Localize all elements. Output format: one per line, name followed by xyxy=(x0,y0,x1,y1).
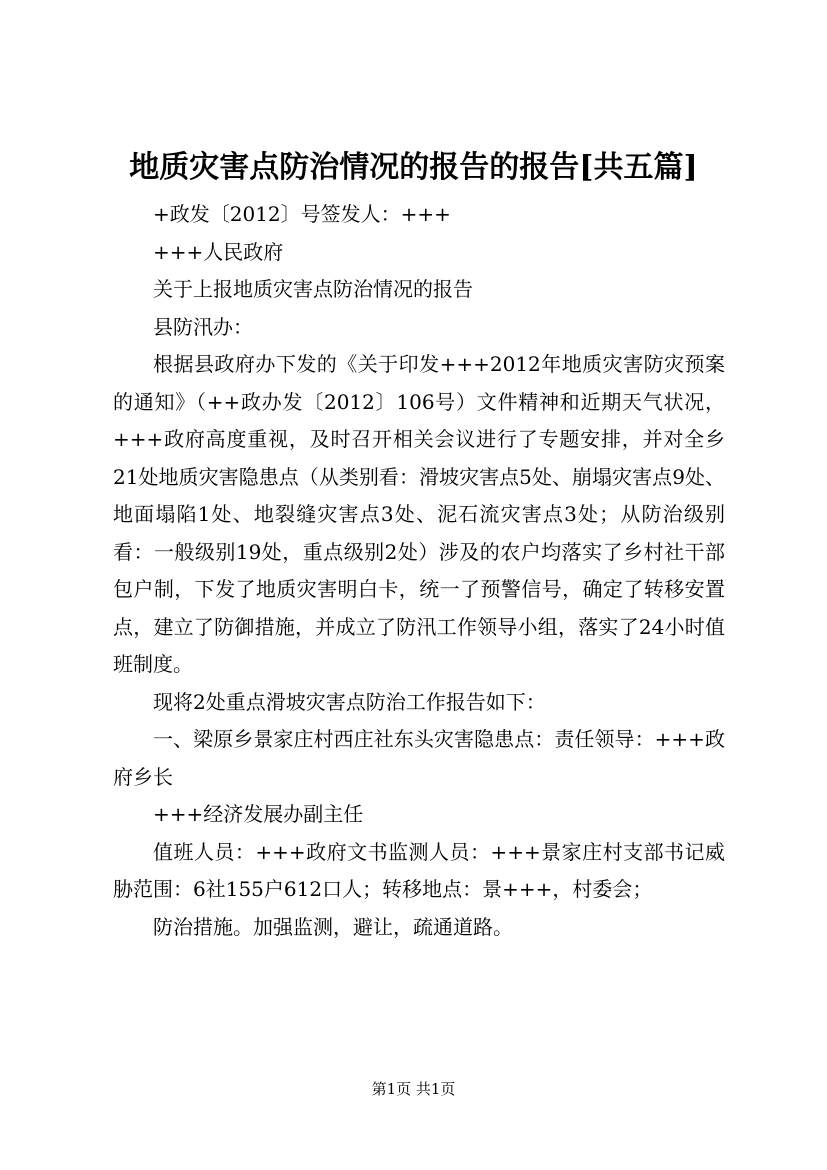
paragraph-addressee: 县防汛办： xyxy=(153,314,253,339)
paragraph-site-one: 一、梁原乡景家庄村西庄社东头灾害隐患点：责任领导：+++政府乡长 xyxy=(113,727,725,789)
document-title: 地质灾害点防治情况的报告的报告[共五篇] xyxy=(129,150,698,185)
paragraph-doc-number: +政发〔2012〕号签发人：+++ xyxy=(153,202,451,226)
paragraph-main-body: 根据县政府办下发的《关于印发+++2012年地质灾害防灾预案的通知》（++政办发〔2012〕106号）文件精神和近期天气状况，+++政府高度重视，及时召开相关会议进行了专题安排，并对全乡21处地质灾害隐患点（从类别看：滑坡灾害点5处、崩塌灾害点9处、地面塌陷1处、地裂缝灾害点3处、泥石流灾害点3处；从防治级别看：一般级别19处，重点级别2处）涉及的农户均落实了乡村社干部包户制，下发了地质灾害明白卡，统一了预警信号，确定了转移安置点，建立了防御措施，并成立了防汛工作领导小组，落实了24小时值班制度。 xyxy=(113,352,725,676)
paragraph-measures: 防治措施。加强监测，避让，疏通道路。 xyxy=(153,914,513,939)
document-body xyxy=(113,196,725,946)
paragraph-report-title: 关于上报地质灾害点防治情况的报告 xyxy=(153,277,473,301)
paragraph-issuer: +++人民政府 xyxy=(153,239,284,264)
paragraph-duty-staff: 值班人员：+++政府文书监测人员：+++景家庄村支部书记威胁范围：6社155户612口人；转移地点：景+++，村委会； xyxy=(113,839,725,901)
paragraph-report-intro: 现将2处重点滑坡灾害点防治工作报告如下： xyxy=(153,689,546,714)
paragraph-deputy: +++经济发展办副主任 xyxy=(153,802,364,826)
page-footer: 第1页 共1页 xyxy=(371,1080,456,1098)
